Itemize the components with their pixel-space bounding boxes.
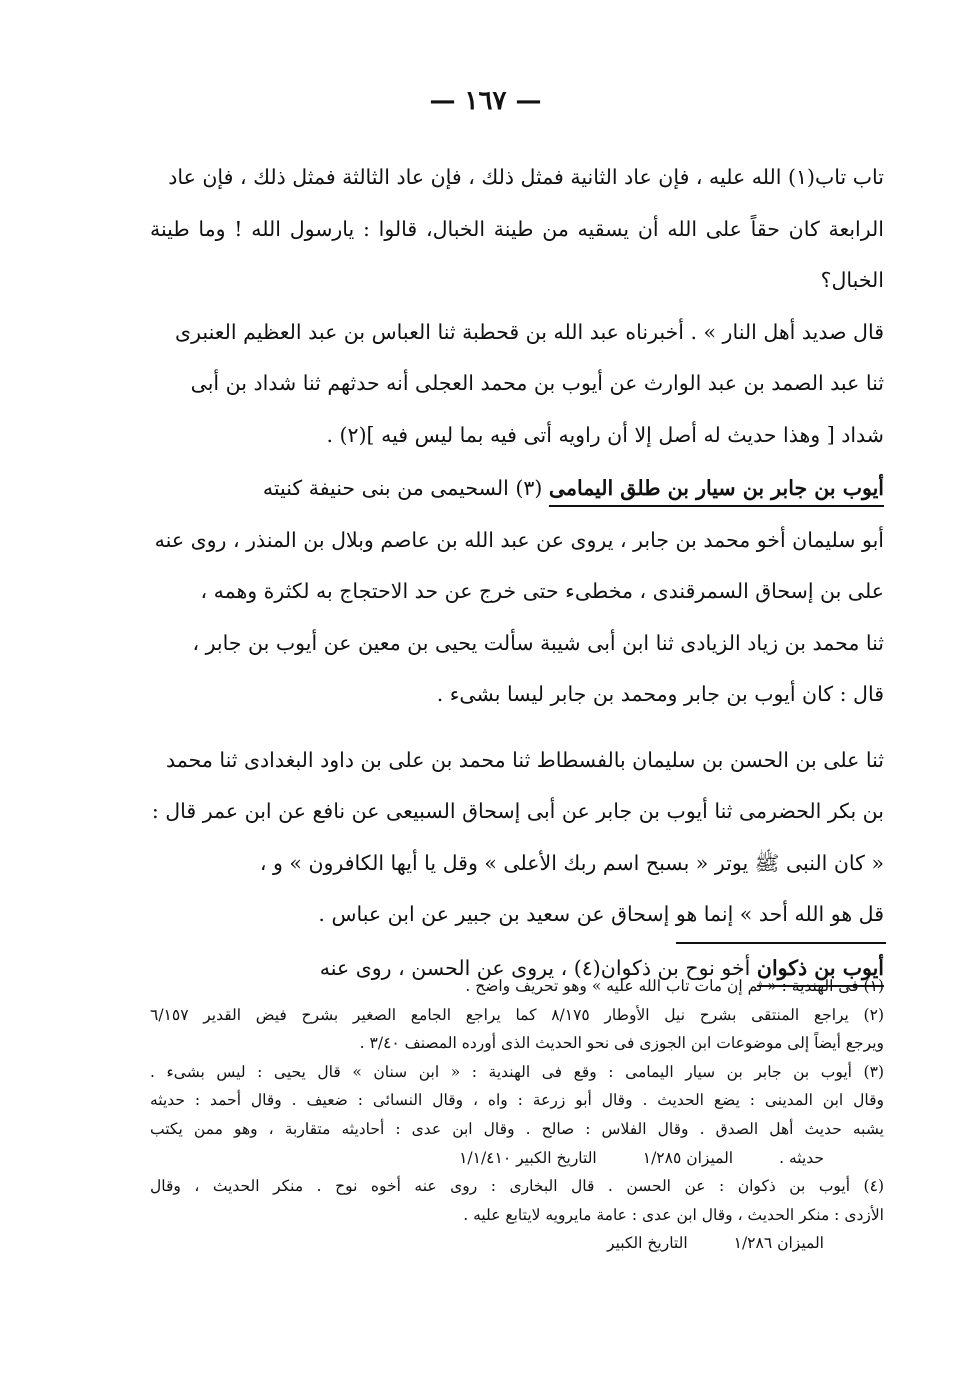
text-line: قال : كان أيوب بن جابر ومحمد بن جابر ليسا بشىء . [436, 682, 884, 706]
footnotes [150, 972, 884, 1258]
footnote-3-line: (٣) أيوب بن جابر بن سيار اليمامى : وقع فى الهندية : « ابن سنان » قال يحيى : ليس بشىء . [150, 1062, 884, 1081]
entry-headword: أيوب بن ذكوان [756, 955, 884, 980]
text-line: ثنا على بن الحسن بن سليمان بالفسطاط ثنا محمد بن على بن داود البغدادى ثنا محمد [165, 747, 884, 772]
footnote-4-line: الأزدى : منكر الحديث ، وقال ابن عدى : عامة مايرويه لايتابع عليه . [463, 1205, 884, 1224]
footnote-4-line: (٤) أيوب بن ذكوان : عن الحسن . قال البخارى : روى عنه أخوه نوح . منكر الحديث ، وقال [150, 1177, 884, 1196]
reference-mizan: الميزان ١/٢٨٦ [733, 1234, 824, 1253]
entry-ayyub-ibn-jabir [150, 463, 884, 515]
text-line: الرابعة كان حقاً على الله أن يسقيه من طينة الخبال، قالوا : يارسول الله ! وما طينة الخبال؟ [150, 216, 884, 292]
footnote-4-references [150, 1229, 884, 1258]
footnote-divider [676, 942, 886, 944]
text-line: أبو سليمان أخو محمد بن جابر ، يروى عن عبد الله بن عاصم وبلال بن المنذر ، روى عنه [154, 527, 884, 552]
page-number: — ١٦٧ — [429, 86, 542, 116]
footnote-3-line: يشبه حديث أهل الصدق . وقال الفلاس : صالح . وقال ابن عدى : أحاديثه متقاربة ، وهو ممن يكتب [150, 1119, 884, 1138]
main-text [150, 152, 884, 994]
entry-headword: أيوب بن جابر بن سيار بن طلق اليمامى [548, 476, 884, 500]
text-line: ثنا عبد الصمد بن عبد الوارث عن أيوب بن محمد العجلى أنه حدثهم ثنا شداد بن أبى [190, 371, 884, 395]
text-line: قل هو الله أحد » إنما هو إسحاق عن سعيد بن جبير عن ابن عباس . [318, 902, 884, 926]
footnote-2-line: (٢) يراجع المنتقى بشرح نيل الأوطار ٨/١٧٥ كما يراجع الجامع الصغير بشرح فيض القدير ٦/١٥٧ [150, 1005, 884, 1024]
paragraph-gap [150, 721, 884, 735]
text-line: تاب تاب(١) الله عليه ، فإن عاد الثانية فمثل ذلك ، فإن عاد الثالثة فمثل ذلك ، فإن عاد [168, 165, 884, 189]
footnote-3-line: وقال ابن المدينى : يضع الحديث . وقال أبو زرعة : واه ، وقال النسائى : ضعيف . وقال أحمد : حديثه [150, 1091, 884, 1110]
footnote-2-line: ويرجع أيضاً إلى موضوعات ابن الجوزى فى نحو الحديث الذى أورده المصنف ٣/٤٠ . [359, 1034, 884, 1053]
text-line: على بن إسحاق السمرقندى ، مخطىء حتى خرج عن حد الاحتجاج به لكثرة وهمه ، [200, 579, 884, 603]
reference-mizan: الميزان ١/٢٨٥ [642, 1148, 734, 1167]
text-line: (٣) السحيمى من بنى حنيفة كنيته [262, 476, 543, 500]
text-line: أخو نوح بن ذكوان(٤) ، يروى عن الحسن ، روى عنه [319, 955, 751, 980]
text-line: « كان النبى ﷺ يوتر « بسبح اسم ربك الأعلى » وقل يا أيها الكافرون » و ، [259, 850, 884, 875]
text-line: بن بكر الحضرمى ثنا أيوب بن جابر عن أبى إسحاق السبيعى عن نافع عن ابن عمر قال : [151, 799, 884, 823]
reference-tarikh: التاريخ الكبير [606, 1234, 688, 1253]
text-line: شداد [ وهذا حديث له أصل إلا أن راويه أتى فيه بما ليس فيه ](٢) . [326, 422, 884, 447]
footnote-3-line: حديثه . [779, 1148, 824, 1167]
reference-tarikh: التاريخ الكبير ١/١/٤١٠ [459, 1148, 597, 1167]
text-line: قال صديد أهل النار » . أخبرناه عبد الله بن قحطبة ثنا العباس بن عبد العظيم العنبرى [175, 319, 884, 344]
footnote-3-references [150, 1144, 884, 1173]
footnote-1: (١) فى الهندية : « ثم إن مات تاب الله عليه » وهو تحريف واضح . [465, 977, 884, 995]
text-line: ثنا محمد بن زياد الزيادى ثنا ابن أبى شيبة سألت يحيى بن معين عن أيوب بن جابر ، [192, 630, 884, 655]
